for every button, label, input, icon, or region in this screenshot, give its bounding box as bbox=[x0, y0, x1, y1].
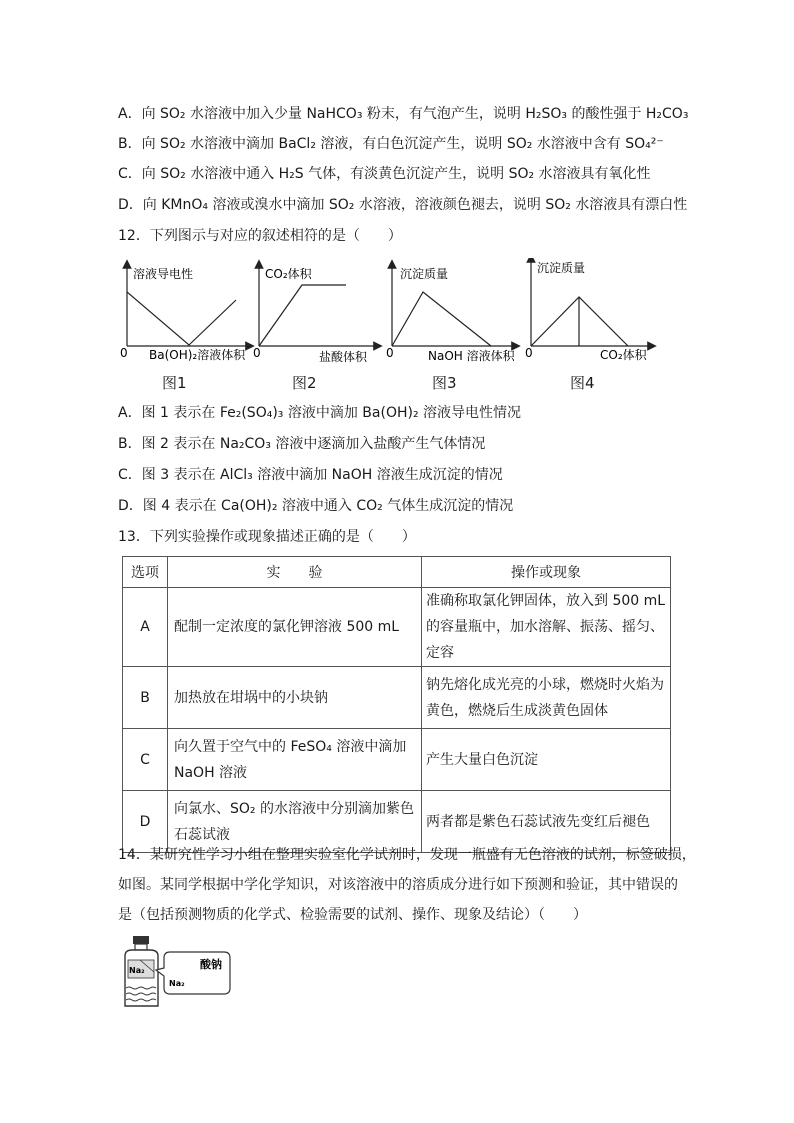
q12-option-c: C．图 3 表示在 AlCl₃ 溶液中滴加 NaOH 溶液生成沉淀的情况 bbox=[118, 467, 503, 483]
q12-stem: 12．下列图示与对应的叙述相符的是（ ） bbox=[118, 228, 402, 244]
row-option: B bbox=[123, 667, 168, 729]
q11-option-c: C．向 SO₂ 水溶液中通入 H₂S 气体，有淡黄色沉淀产生，说明 SO₂ 水溶液具有氧化性 bbox=[118, 166, 651, 182]
row-option: C bbox=[123, 729, 168, 791]
figure-1-curve bbox=[127, 292, 236, 345]
figure-4-origin: 0 bbox=[525, 346, 533, 360]
figure-1 bbox=[120, 264, 250, 362]
q11-option-b: B．向 SO₂ 水溶液中滴加 BaCl₂ 溶液，有白色沉淀产生，说明 SO₂ 水溶液中含有 SO₄²⁻ bbox=[118, 136, 664, 152]
figure-2-origin: 0 bbox=[253, 346, 261, 360]
table-row bbox=[123, 791, 671, 853]
figure-1-ylabel: 溶液导电性 bbox=[133, 267, 194, 281]
table-row bbox=[123, 588, 671, 667]
figure-3-ylabel: 沉淀质量 bbox=[400, 267, 449, 281]
figure-1-xlabel: Ba(OH)₂溶液体积 bbox=[149, 348, 246, 362]
row-experiment: 加热放在坩埚中的小块钠 bbox=[168, 667, 422, 729]
figure-4-xlabel: CO₂体积 bbox=[600, 348, 647, 362]
q14-line-2: 如图。某同学根据中学化学知识，对该溶液中的溶质成分进行如下预测和验证，其中错误的 bbox=[118, 877, 678, 893]
figure-1-caption: 图1 bbox=[162, 374, 187, 392]
figure-2-ylabel: CO₂体积 bbox=[265, 267, 312, 281]
q12-option-a: A．图 1 表示在 Fe₂(SO₄)₃ 溶液中滴加 Ba(OH)₂ 溶液导电性情况 bbox=[118, 405, 522, 421]
bottle-label-text: Na₂ bbox=[129, 966, 145, 975]
figure-3 bbox=[386, 264, 516, 363]
figure-3-origin: 0 bbox=[386, 346, 394, 360]
row-option: A bbox=[123, 588, 168, 667]
q13-table bbox=[122, 556, 671, 853]
header-option: 选项 bbox=[123, 557, 168, 588]
table-header-row bbox=[123, 557, 671, 588]
reagent-bottle-illustration bbox=[120, 930, 240, 1012]
q12-figures bbox=[0, 258, 794, 398]
row-experiment: 向氯水、SO₂ 的水溶液中分别滴加紫色石蕊试液 bbox=[168, 791, 422, 853]
figure-4-caption: 图4 bbox=[570, 374, 595, 392]
figure-2-xlabel: 盐酸体积 bbox=[319, 350, 368, 364]
callout-main-text: 酸钠 bbox=[200, 958, 222, 971]
header-observation: 操作或现象 bbox=[422, 557, 671, 588]
figure-2-curve bbox=[259, 285, 346, 346]
table-row bbox=[123, 667, 671, 729]
figure-2 bbox=[253, 264, 378, 364]
row-experiment: 向久置于空气中的 FeSO₄ 溶液中滴加 NaOH 溶液 bbox=[168, 729, 422, 791]
bottle-cap-icon bbox=[133, 936, 149, 944]
q11-option-a: A．向 SO₂ 水溶液中加入少量 NaHCO₃ 粉末，有气泡产生，说明 H₂SO₃ 的酸性强于 H₂CO₃ bbox=[118, 106, 689, 122]
figure-4 bbox=[525, 258, 652, 362]
figure-1-origin: 0 bbox=[120, 346, 128, 360]
header-experiment: 实 验 bbox=[168, 557, 422, 588]
q11-option-d: D．向 KMnO₄ 溶液或溴水中滴加 SO₂ 水溶液，溶液颜色褪去，说明 SO₂ 水溶液具有漂白性 bbox=[118, 197, 688, 213]
figure-3-caption: 图3 bbox=[432, 374, 457, 392]
row-observation: 钠先熔化成光亮的小球，燃烧时火焰为黄色，燃烧后生成淡黄色固体 bbox=[422, 667, 671, 729]
q12-option-b: B．图 2 表示在 Na₂CO₃ 溶液中逐滴加入盐酸产生气体情况 bbox=[118, 436, 486, 452]
callout-sub-text: Na₂ bbox=[169, 979, 185, 988]
row-observation: 产生大量白色沉淀 bbox=[422, 729, 671, 791]
q13-stem: 13．下列实验操作或现象描述正确的是（ ） bbox=[118, 529, 416, 545]
row-observation: 两者都是紫色石蕊试液先变红后褪色 bbox=[422, 791, 671, 853]
row-experiment: 配制一定浓度的氯化钾溶液 500 mL bbox=[168, 588, 422, 667]
figure-2-caption: 图2 bbox=[292, 374, 317, 392]
row-option: D bbox=[123, 791, 168, 853]
figure-3-curve bbox=[392, 292, 491, 346]
table-row bbox=[123, 729, 671, 791]
q14-line-3: 是（包括预测物质的化学式、检验需要的试剂、操作、现象及结论）（ ） bbox=[118, 907, 587, 923]
q14-line-1: 14．某研究性学习小组在整理实验室化学试剂时，发现一瓶盛有无色溶液的试剂，标签破损， bbox=[118, 847, 696, 863]
q12-option-d: D．图 4 表示在 Ca(OH)₂ 溶液中通入 CO₂ 气体生成沉淀的情况 bbox=[118, 498, 514, 514]
figure-4-ylabel: 沉淀质量 bbox=[537, 261, 586, 275]
row-observation: 准确称取氯化钾固体，放入到 500 mL 的容量瓶中，加水溶解、振荡、摇匀、定容 bbox=[422, 588, 671, 667]
figure-3-xlabel: NaOH 溶液体积 bbox=[428, 349, 515, 363]
